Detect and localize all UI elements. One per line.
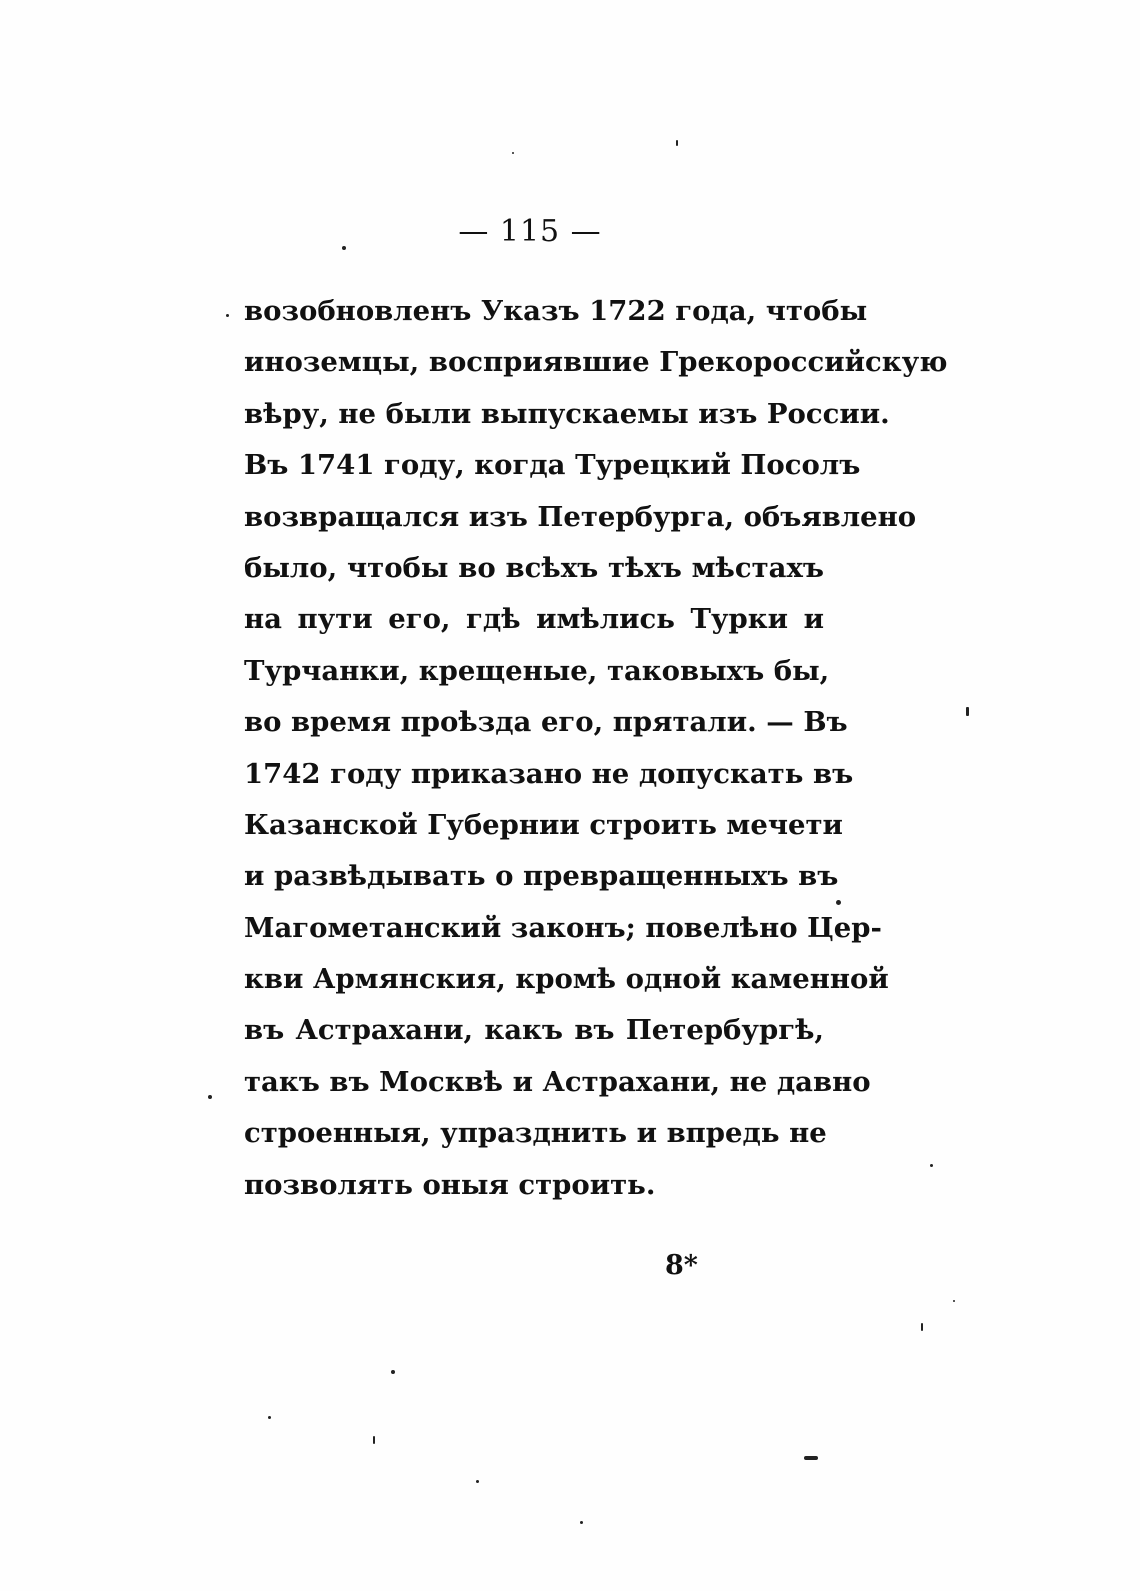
text-line: строенныя, упразднить и впредь не bbox=[244, 1117, 827, 1150]
scan-speck bbox=[208, 1095, 212, 1099]
text-line: такъ въ Москвѣ и Астрахани, не давно bbox=[244, 1065, 871, 1098]
body-text bbox=[244, 286, 948, 1211]
scan-speck bbox=[391, 1370, 395, 1374]
text-line: было, чтобы во всѣхъ тѣхъ мѣстахъ bbox=[244, 551, 824, 584]
scan-speck bbox=[373, 1436, 375, 1444]
signature-mark: 8* bbox=[665, 1250, 698, 1281]
scan-speck bbox=[512, 152, 514, 154]
scan-speck bbox=[836, 900, 841, 905]
text-line: возобновленъ Указъ 1722 года, чтобы bbox=[244, 295, 868, 327]
page-number: — 115 — bbox=[458, 214, 602, 249]
text-line: вѣру, не были выпускаемы изъ России. bbox=[244, 397, 890, 430]
text-line: Магометанский законъ; повелѣно Цер- bbox=[244, 911, 882, 944]
scan-speck bbox=[804, 1456, 818, 1460]
text-line: иноземцы, восприявшие Грекороссийскую bbox=[244, 346, 948, 379]
text-line: Казанской Губернии строить мечети bbox=[244, 808, 843, 841]
scan-speck bbox=[966, 707, 969, 716]
text-line: Турчанки, крещеные, таковыхъ бы, bbox=[244, 654, 830, 687]
scan-speck bbox=[953, 1300, 955, 1302]
text-line: въ Астрахани, какъ въ Петербургѣ, bbox=[244, 1014, 824, 1047]
text-line: позволять оныя строить. bbox=[244, 1168, 656, 1201]
text-line: возвращался изъ Петербурга, объявлено bbox=[244, 500, 917, 533]
scan-speck bbox=[676, 140, 678, 146]
text-line: во время проѣзда его, прятали. — Въ bbox=[244, 706, 848, 739]
scan-speck bbox=[342, 246, 346, 250]
scan-speck bbox=[226, 314, 229, 317]
text-line: 1742 году приказано не допускать въ bbox=[244, 757, 854, 790]
text-line: Въ 1741 году, когда Турецкий Посолъ bbox=[244, 449, 861, 482]
scan-speck bbox=[476, 1480, 479, 1483]
scan-speck bbox=[268, 1416, 271, 1419]
text-line: и развѣдывать о превращенныхъ въ bbox=[244, 860, 839, 893]
text-line: на пути его, гдѣ имѣлись Турки и bbox=[244, 603, 824, 636]
scan-speck bbox=[930, 1164, 933, 1167]
scan-speck bbox=[921, 1323, 923, 1331]
scan-speck bbox=[580, 1521, 583, 1524]
text-line: кви Армянския, кромѣ одной каменной bbox=[244, 963, 889, 996]
